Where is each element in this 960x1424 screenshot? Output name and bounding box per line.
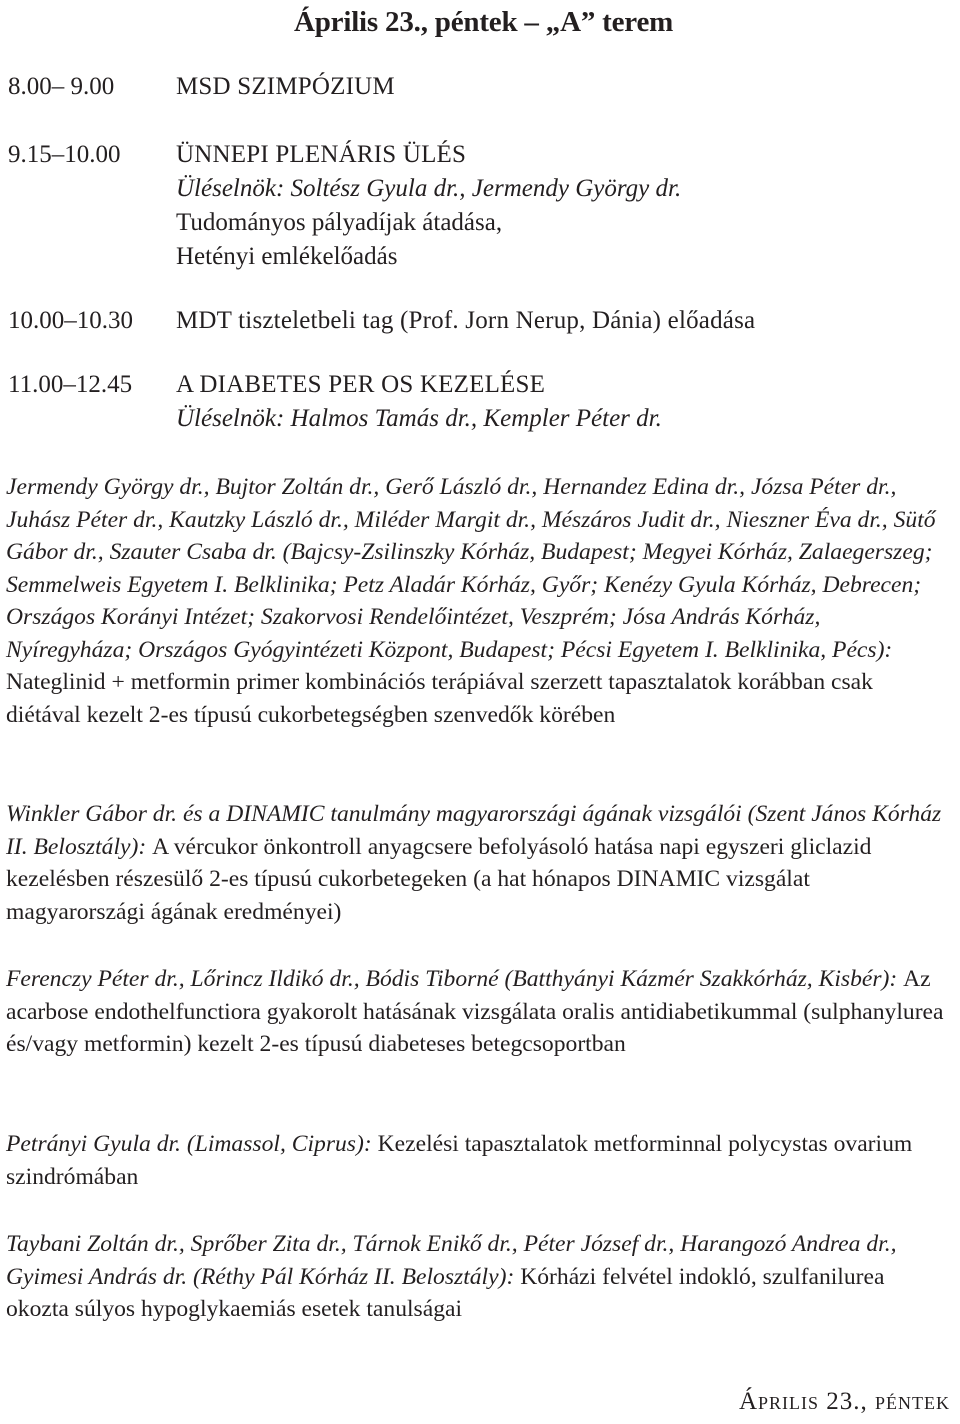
session-time: 11.00–12.45: [8, 371, 133, 398]
session-time: 10.00–10.30: [8, 307, 133, 334]
presentation-authors: Jermendy György dr., Bujtor Zoltán dr., Gerő László dr., Hernandez Edina dr., Józsa Péter dr., Juhász Péter dr., Kautzky László dr., Miléder Margit dr., Mészáros Judit dr., Nieszner Éva dr., Sütő Gábor dr., Szauter Csaba dr. (Bajcsy-Zsilinszky Kórház, Budapest; Megyei Kórház, Zalaegerszeg; Semmelweis Egyetem I. Belklinika; Petz Aladár Kórház, Győr; Kenézy Gyula Kórház, Debrecen; Országos Korányi Intézet; Szakorvosi Rendelőintézet, Veszprém; Jósa András Kórház, Nyíregyháza; Országos Gyógyintézeti Központ, Budapest; Pécsi Egyetem I. Belklinika, Pécs):: [6, 474, 936, 663]
presentation-title: Az acarbose endothelfunctiora gyakorolt hatásának vizsgálata oralis antidiabetikummal (sulphanylurea és/vagy metformin) kezelt 2-es típusú diabeteses betegcsoportban: [6, 966, 944, 1057]
session-body: [176, 70, 946, 104]
running-footer: Április 23., péntek: [738, 1388, 950, 1415]
presentation-authors: Winkler Gábor dr. és a DINAMIC tanulmány magyarországi ágának vizsgálói (Szent János Kórház II. Belosztály):: [6, 801, 942, 860]
presentation-entry: [6, 963, 946, 1061]
presentation-title: Nateglinid + metformin primer kombinációs terápiával szerzett tapasztalatok korábban csak diétával kezelt 2-es típusú cukorbetegségben szenvedők körében: [6, 669, 873, 728]
session-title: MSD SZIMPÓZIUM: [176, 73, 395, 100]
page-title: Április 23., péntek – „A” terem: [294, 6, 674, 38]
session-detail: Hetényi emlékelőadás: [176, 243, 398, 270]
presentation-entry: [6, 798, 946, 928]
session-title: A DIABETES PER OS KEZELÉSE: [176, 371, 546, 398]
presentation-entry: [6, 1228, 946, 1326]
presentation-title: Kezelési tapasztalatok metforminnal polycystas ovarium szindrómában: [6, 1131, 913, 1190]
presentation-authors: Petrányi Gyula dr. (Limassol, Ciprus):: [6, 1131, 378, 1157]
session-title: MDT tiszteletbeli tag (Prof. Jorn Nerup, Dánia) előadása: [176, 307, 756, 334]
presentation-entry: [6, 1128, 946, 1193]
session-body: [176, 304, 946, 338]
presentation-authors: Taybani Zoltán dr., Sprőber Zita dr., Tárnok Enikő dr., Péter József dr., Harangozó Andrea dr., Gyimesi András dr. (Réthy Pál Kórház II. Belosztály):: [6, 1231, 897, 1290]
session-body: [176, 368, 946, 436]
session-time: 9.15–10.00: [8, 141, 121, 168]
presentation-entry: [6, 471, 946, 731]
session-title: ÜNNEPI PLENÁRIS ÜLÉS: [176, 141, 467, 168]
presentation-authors: Ferenczy Péter dr., Lőrincz Ildikó dr., Bódis Tiborné (Batthyányi Kázmér Szakkórház, Kisbér):: [6, 966, 904, 992]
session-chair: Üléselnök: Halmos Tamás dr., Kempler Péter dr.: [176, 405, 662, 432]
presentation-title: A vércukor önkontroll anyagcsere befolyásoló hatása napi egyszeri gliclazid kezelésben részesülő 2-es típusú cukorbetegeken (a hat hónapos DINAMIC vizsgálat magyarországi ágának eredményei): [6, 833, 872, 925]
session-chair: Üléselnök: Soltész Gyula dr., Jermendy György dr.: [176, 175, 682, 202]
session-detail: Tudományos pályadíjak átadása,: [176, 209, 503, 236]
session-time: 8.00– 9.00: [8, 73, 115, 100]
session-body: [176, 138, 946, 274]
presentation-title: Kórházi felvétel indokló, szulfanilurea okozta súlyos hypoglykaemiás esetek tanulságai: [6, 1263, 885, 1322]
